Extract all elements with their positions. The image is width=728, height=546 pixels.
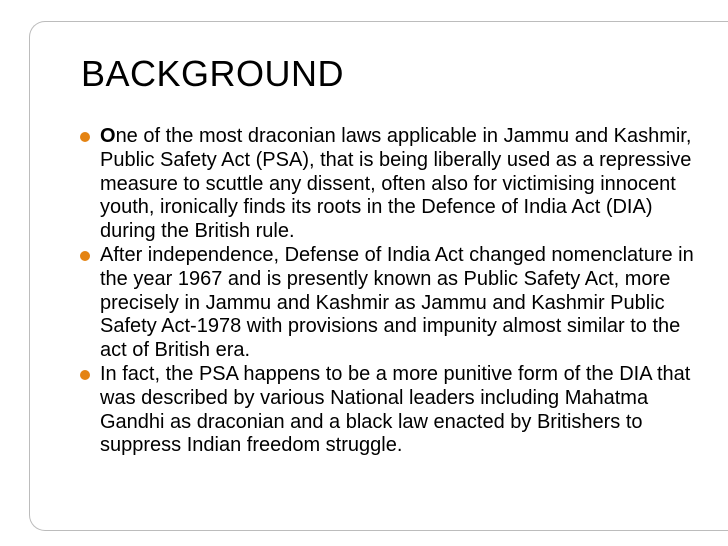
bullet-item xyxy=(80,125,712,244)
bullet-item xyxy=(80,244,712,363)
bullet-dot-icon xyxy=(80,370,90,380)
bullet-body: After independence, Defense of India Act changed nomenclature in the year 1967 and is presently known as Public Safety Act, more precisely in Jammu and Kashmir as Jammu and Kashmir Public Safety Act-1978 with provisions and impunity almost similar to the act of British era. xyxy=(100,243,694,362)
bullet-list xyxy=(80,125,712,458)
bullet-text xyxy=(100,363,690,456)
slide-title: BACKGROUND xyxy=(81,53,345,94)
bullet-body: In fact, the PSA happens to be a more punitive form of the DIA that was described by various National leaders including Mahatma Gandhi as draconian and a black law enacted by Britishers to suppress Indian freedom struggle. xyxy=(100,362,691,457)
bullet-item xyxy=(80,363,712,458)
bullet-lead-letter: O xyxy=(100,125,116,147)
bullet-text xyxy=(100,244,694,361)
bullet-dot-icon xyxy=(80,251,90,261)
bullet-body: ne of the most draconian laws applicable in Jammu and Kashmir, Public Safety Act (PSA), that is being liberally used as a repressive measure to scuttle any dissent, often also for victimising innocent youth, ironically finds its roots in the Defence of India Act (DIA) during the British rule. xyxy=(100,125,692,243)
bullet-dot-icon xyxy=(80,132,90,142)
bullet-text xyxy=(100,125,691,242)
